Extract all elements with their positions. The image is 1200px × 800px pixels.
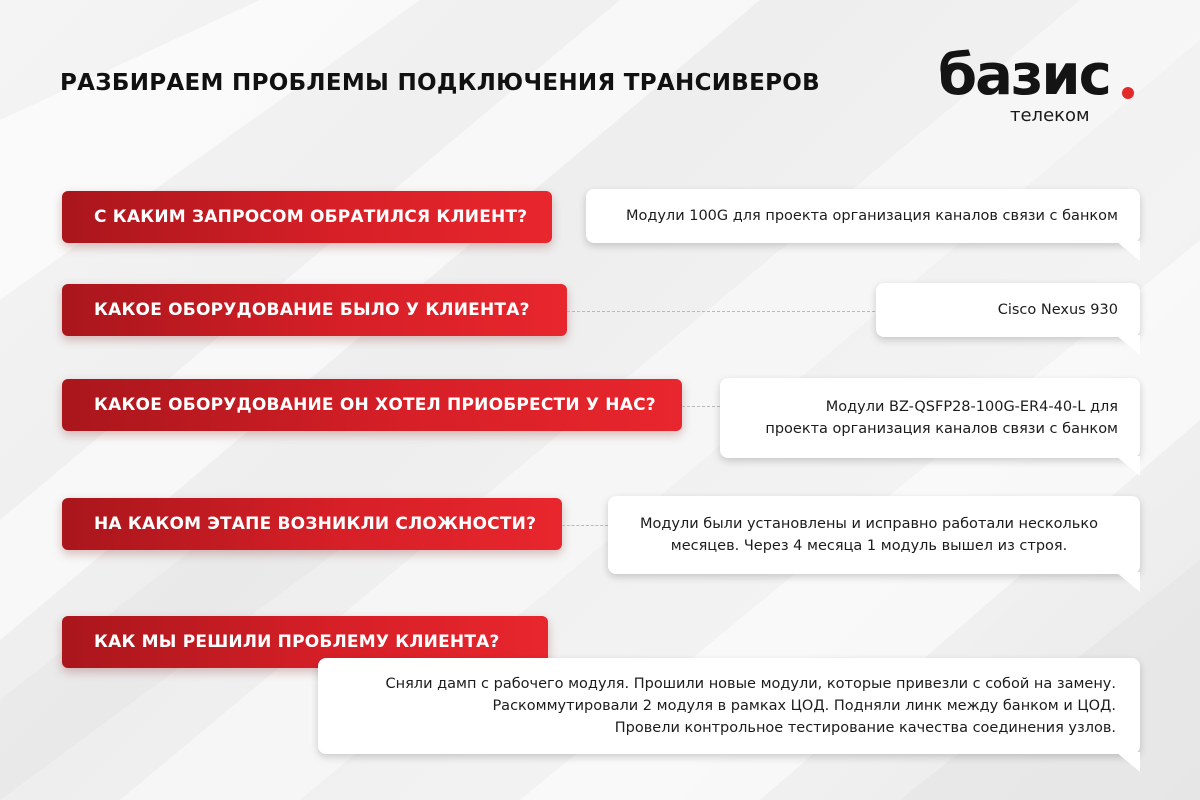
logo-wordmark: базис [938,43,1110,108]
question-label: НА КАКОМ ЭТАПЕ ВОЗНИКЛИ СЛОЖНОСТИ? [62,498,562,550]
question-label: КАКОЕ ОБОРУДОВАНИЕ ОН ХОТЕЛ ПРИОБРЕСТИ У НАС? [62,379,682,431]
speech-tail-icon [1116,752,1140,772]
dashed-connector [562,525,608,526]
logo-subtitle: телеком [1010,105,1090,126]
answer-text: Сняли дамп с рабочего модуля. Прошили новые модули, которые привезли с собой на замену. Раскоммутировали 2 модуля в рамках ЦОД. Подняли линк между банком и ЦОД. Провели контрольное тестирование качества соединения узлов. [385,676,1116,736]
speech-tail-icon [1116,572,1140,592]
answer-bubble [720,378,1140,458]
answer-bubble [608,496,1140,574]
answer-text: Модули были установлены и исправно работали несколько месяцев. Через 4 месяца 1 модуль вышел из строя. [640,516,1098,554]
dashed-connector [567,311,875,312]
dashed-connector [682,406,720,407]
answer-text: Модули BZ-QSFP28-100G-ER4-40-L для проекта организация каналов связи с банком [765,399,1118,437]
answer-bubble [876,283,1140,337]
question-label: С КАКИМ ЗАПРОСОМ ОБРАТИЛСЯ КЛИЕНТ? [62,191,552,243]
question-label: КАК МЫ РЕШИЛИ ПРОБЛЕМУ КЛИЕНТА? [62,616,548,668]
answer-text: Модули 100G для проекта организация каналов связи с банком [625,208,1118,224]
question-label: КАКОЕ ОБОРУДОВАНИЕ БЫЛО У КЛИЕНТА? [62,284,567,336]
page-title: РАЗБИРАЕМ ПРОБЛЕМЫ ПОДКЛЮЧЕНИЯ ТРАНСИВЕРОВ [60,70,820,96]
speech-tail-icon [1116,456,1140,476]
speech-tail-icon [1116,241,1140,261]
speech-tail-icon [1116,335,1140,355]
answer-bubble [586,189,1140,243]
answer-text: Cisco Nexus 930 [997,302,1118,318]
answer-bubble [318,658,1140,754]
